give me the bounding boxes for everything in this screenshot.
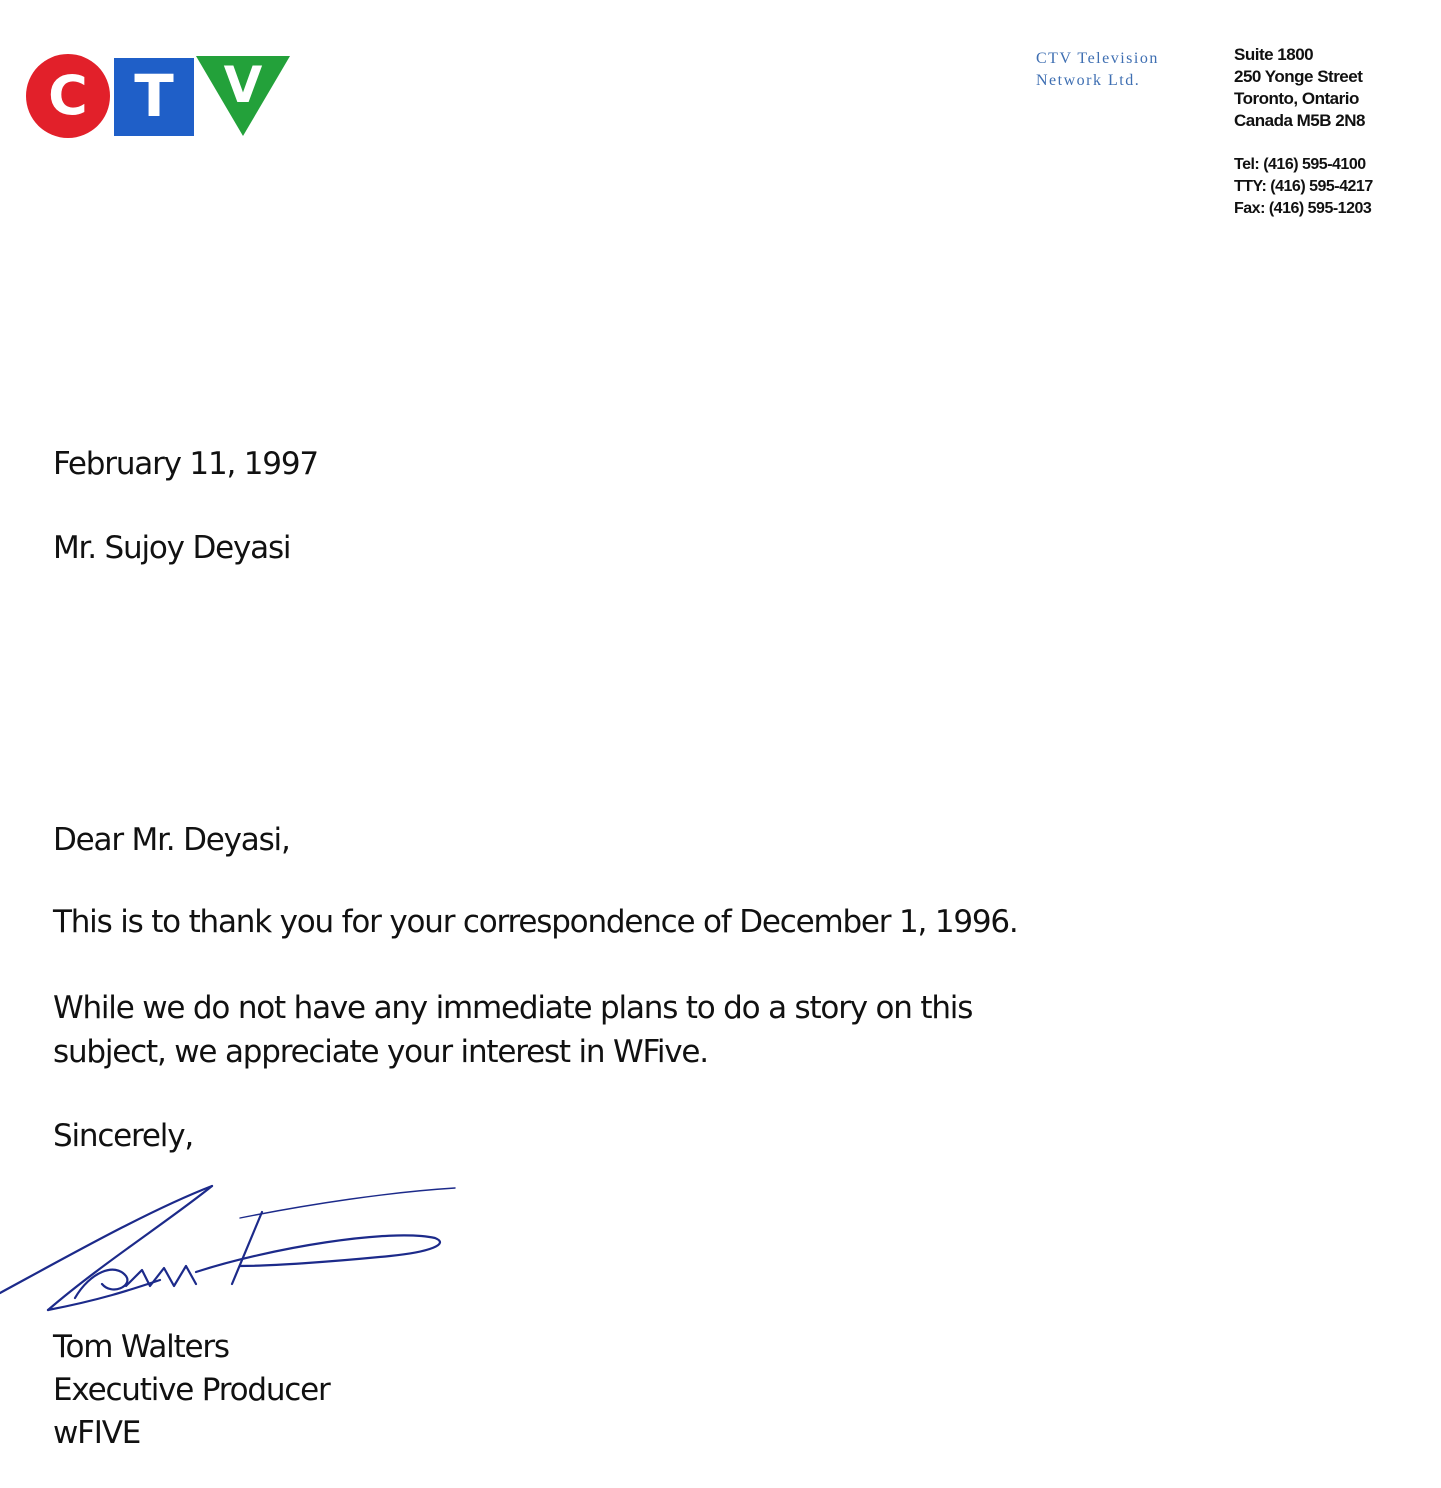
paragraph-line: subject, we appreciate your interest in WFive. <box>53 1034 708 1070</box>
signer-title: Executive Producer <box>53 1372 330 1408</box>
signer-organization: wFIVE <box>53 1415 141 1451</box>
contact-tel: Tel: (416) 595-4100 <box>1234 156 1366 173</box>
contact-tty: TTY: (416) 595-4217 <box>1234 178 1373 195</box>
contact-fax: Fax: (416) 595-1203 <box>1234 200 1372 217</box>
company-name-line: Network Ltd. <box>1036 72 1141 89</box>
signer-name: Tom Walters <box>53 1329 229 1365</box>
letter-salutation: Dear Mr. Deyasi, <box>53 822 290 858</box>
letter-closing: Sincerely, <box>53 1118 194 1154</box>
company-name <box>1036 48 1159 92</box>
address-line: Toronto, Ontario <box>1234 89 1359 108</box>
company-address <box>1234 44 1365 132</box>
letter-paragraph-1: This is to thank you for your correspondence of December 1, 1996. <box>53 904 1018 940</box>
letter-recipient: Mr. Sujoy Deyasi <box>53 530 291 566</box>
letter-date: February 11, 1997 <box>53 446 318 482</box>
ctv-logo-letter-v: V <box>223 56 263 114</box>
letter-paragraph-2 <box>53 986 972 1074</box>
signature-block <box>53 1326 330 1455</box>
address-line: 250 Yonge Street <box>1234 67 1363 86</box>
handwritten-signature <box>0 1180 470 1320</box>
paragraph-line: While we do not have any immediate plans to do a story on this <box>53 990 973 1026</box>
ctv-logo <box>26 54 292 138</box>
company-name-line: CTV Television <box>1036 50 1159 67</box>
ctv-logo-letter-t: T <box>134 62 174 130</box>
ctv-logo-letter-c: C <box>48 64 88 127</box>
address-line: Suite 1800 <box>1234 45 1314 64</box>
address-line: Canada M5B 2N8 <box>1234 111 1365 130</box>
company-contacts <box>1234 154 1373 220</box>
